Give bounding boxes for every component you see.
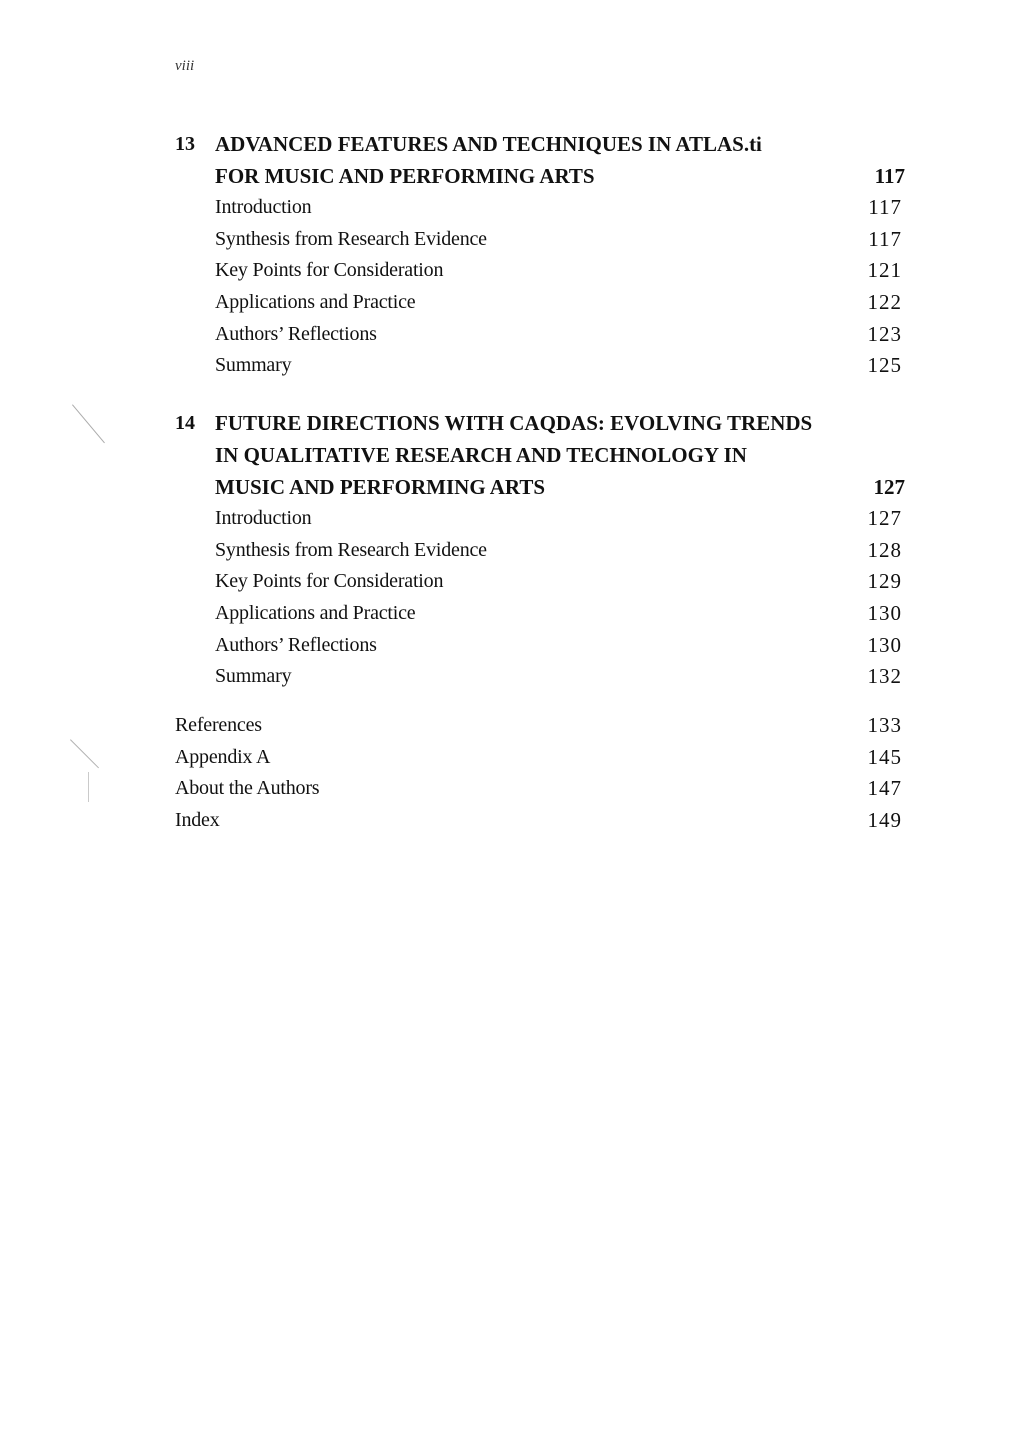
toc-entry-page: 123 [867, 321, 902, 346]
toc-entry-page: 145 [867, 744, 902, 769]
chapter-title-text: FOR MUSIC AND PERFORMING ARTS [215, 164, 595, 188]
chapter-title-line [175, 407, 905, 439]
toc-entry-page: 133 [867, 713, 902, 737]
toc-entry [175, 598, 905, 630]
scan-mark [72, 404, 105, 443]
chapter-title-text: IN QUALITATIVE RESEARCH AND TECHNOLOGY IN [215, 443, 747, 467]
toc-entry [175, 319, 905, 351]
toc-entry-page: 149 [867, 808, 902, 833]
toc-entry-title: References [175, 714, 262, 736]
chapter-number: 14 [175, 412, 195, 434]
toc-entry [175, 287, 905, 319]
toc-entry-title: Summary [215, 665, 292, 688]
toc-entry-title: Synthesis from Research Evidence [215, 227, 487, 250]
toc-entry-page: 117 [868, 226, 902, 251]
chapter-title-text: ADVANCED FEATURES AND TECHNIQUES IN ATLAS.ti [215, 132, 762, 156]
toc-entry-title: Index [175, 809, 220, 832]
toc-entry-title: Key Points for Consideration [215, 259, 444, 282]
toc-entry-page: 129 [867, 569, 902, 594]
toc-entry [175, 192, 905, 224]
chapter-number: 13 [175, 133, 195, 155]
toc-entry-title: Introduction [215, 196, 312, 218]
toc-entry [175, 805, 905, 837]
chapter-13 [175, 128, 905, 382]
toc-entry-title: Applications and Practice [215, 602, 416, 625]
chapter-title-line [175, 160, 905, 192]
toc-entry [175, 630, 905, 662]
toc-entry-page: 125 [867, 353, 902, 378]
toc-entry [175, 350, 905, 382]
toc-entry-title: Key Points for Consideration [215, 570, 444, 593]
chapter-14 [175, 407, 905, 693]
chapter-page-number: 117 [874, 164, 905, 188]
scan-mark [88, 772, 89, 802]
chapter-title-line [175, 471, 905, 503]
toc-entry-title: Applications and Practice [215, 291, 416, 314]
chapter-title-text: MUSIC AND PERFORMING ARTS [215, 475, 546, 499]
scan-mark [70, 739, 99, 768]
backmatter-list [175, 710, 905, 837]
toc-entry [175, 255, 905, 287]
toc-entry-page: 130 [867, 601, 902, 626]
toc-entry [175, 566, 905, 598]
toc-entry-title: Summary [215, 354, 292, 377]
chapter-title-line [175, 439, 905, 471]
toc-entry-title: Introduction [215, 507, 312, 529]
toc-entry [175, 742, 905, 774]
chapter-page-number: 127 [873, 475, 905, 499]
toc-entry-title: Synthesis from Research Evidence [215, 538, 487, 561]
toc-entry [175, 773, 905, 805]
toc-entry-page: 121 [867, 258, 902, 283]
toc-entry-page: 132 [867, 664, 902, 689]
page-number: viii [175, 58, 195, 74]
toc-entry [175, 535, 905, 567]
toc-entry-title: Authors’ Reflections [215, 633, 377, 656]
toc-entry [175, 224, 905, 256]
toc-entry [175, 710, 905, 742]
toc-entry-page: 127 [867, 506, 902, 530]
chapter-title-line [175, 128, 905, 160]
toc-entry-page: 147 [867, 776, 902, 801]
toc-entry [175, 503, 905, 535]
toc-entry-page: 117 [868, 195, 902, 219]
toc-entry [175, 661, 905, 693]
toc-entry-title: About the Authors [175, 777, 320, 800]
chapter-title-text: FUTURE DIRECTIONS WITH CAQDAS: EVOLVING TRENDS [215, 411, 813, 435]
toc-entry-page: 130 [867, 632, 902, 657]
toc-entry-title: Authors’ Reflections [215, 322, 377, 345]
toc-entry-page: 122 [867, 290, 902, 315]
toc-entry-page: 128 [867, 537, 902, 562]
toc-entry-title: Appendix A [175, 745, 271, 768]
